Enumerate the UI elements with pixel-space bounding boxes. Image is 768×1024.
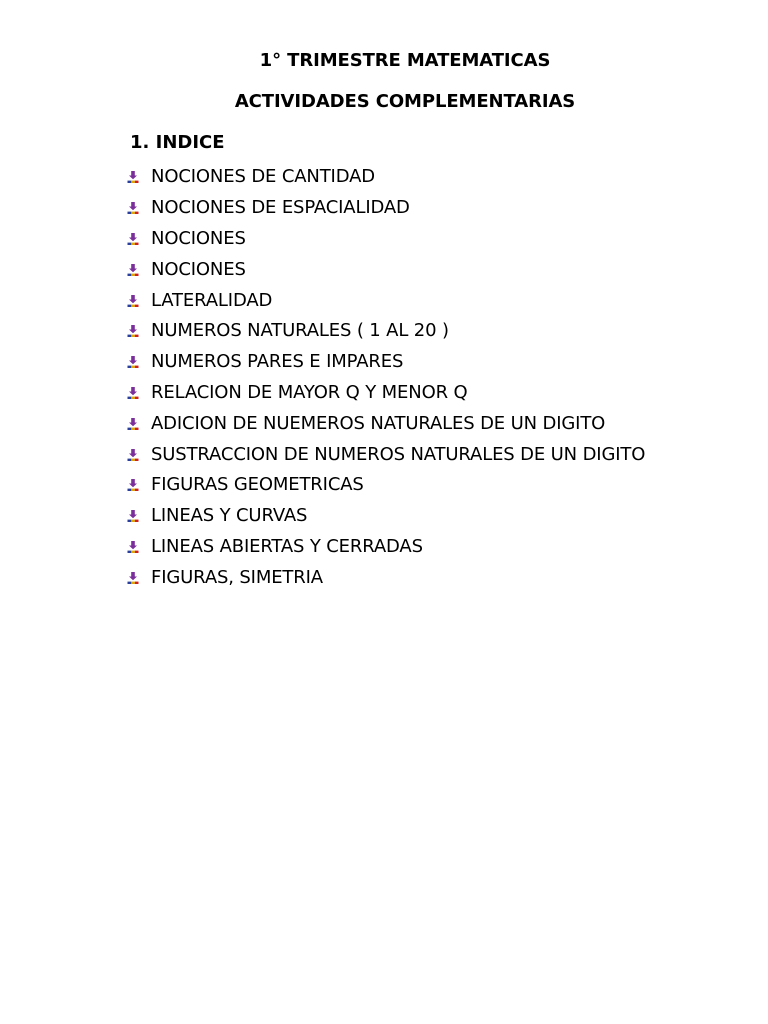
arrow-down-bullet-icon: [126, 324, 140, 338]
index-list: [126, 162, 645, 593]
arrow-down-bullet-icon: [126, 509, 140, 523]
index-item-label: NOCIONES DE ESPACIALIDAD: [151, 197, 410, 219]
index-item-label: NOCIONES DE CANTIDAD: [151, 166, 375, 188]
arrow-down-bullet-icon: [126, 294, 140, 308]
arrow-down-bullet-icon: [126, 571, 140, 585]
index-list-item: [126, 378, 645, 409]
index-list-item: [126, 439, 645, 470]
index-item-label: FIGURAS, SIMETRIA: [151, 566, 323, 588]
index-list-item: [126, 285, 645, 316]
index-list-item: [126, 193, 645, 224]
arrow-down-bullet-icon: [126, 232, 140, 246]
index-list-item: [126, 408, 645, 439]
index-item-label: NUMEROS NATURALES ( 1 AL 20 ): [151, 320, 449, 342]
section-heading-index: 1. INDICE: [130, 132, 225, 153]
index-list-item: [126, 347, 645, 378]
index-item-label: LINEAS Y CURVAS: [151, 505, 308, 527]
index-item-label: RELACION DE MAYOR Q Y MENOR Q: [151, 381, 468, 403]
index-list-item: [126, 254, 645, 285]
arrow-down-bullet-icon: [126, 478, 140, 492]
index-item-label: FIGURAS GEOMETRICAS: [151, 474, 364, 496]
index-list-item: [126, 501, 645, 532]
arrow-down-bullet-icon: [126, 417, 140, 431]
arrow-down-bullet-icon: [126, 170, 140, 184]
index-item-label: LATERALIDAD: [151, 289, 273, 311]
document-subtitle: ACTIVIDADES COMPLEMENTARIAS: [234, 91, 576, 112]
index-list-item: [126, 162, 645, 193]
index-list-item: [126, 470, 645, 501]
arrow-down-bullet-icon: [126, 355, 140, 369]
index-item-label: NOCIONES: [151, 258, 246, 280]
index-list-item: [126, 224, 645, 255]
arrow-down-bullet-icon: [126, 540, 140, 554]
index-item-label: SUSTRACCION DE NUMEROS NATURALES DE UN DIGITO: [151, 443, 646, 465]
index-item-label: LINEAS ABIERTAS Y CERRADAS: [151, 535, 423, 557]
index-item-label: NUMEROS PARES E IMPARES: [151, 351, 404, 373]
index-item-label: ADICION DE NUEMEROS NATURALES DE UN DIGITO: [151, 412, 606, 434]
arrow-down-bullet-icon: [126, 386, 140, 400]
arrow-down-bullet-icon: [126, 201, 140, 215]
index-item-label: NOCIONES: [151, 227, 246, 249]
arrow-down-bullet-icon: [126, 263, 140, 277]
document-title: 1° TRIMESTRE MATEMATICAS: [259, 50, 551, 71]
index-list-item: [126, 316, 645, 347]
arrow-down-bullet-icon: [126, 448, 140, 462]
index-list-item: [126, 562, 645, 593]
index-list-item: [126, 532, 645, 563]
